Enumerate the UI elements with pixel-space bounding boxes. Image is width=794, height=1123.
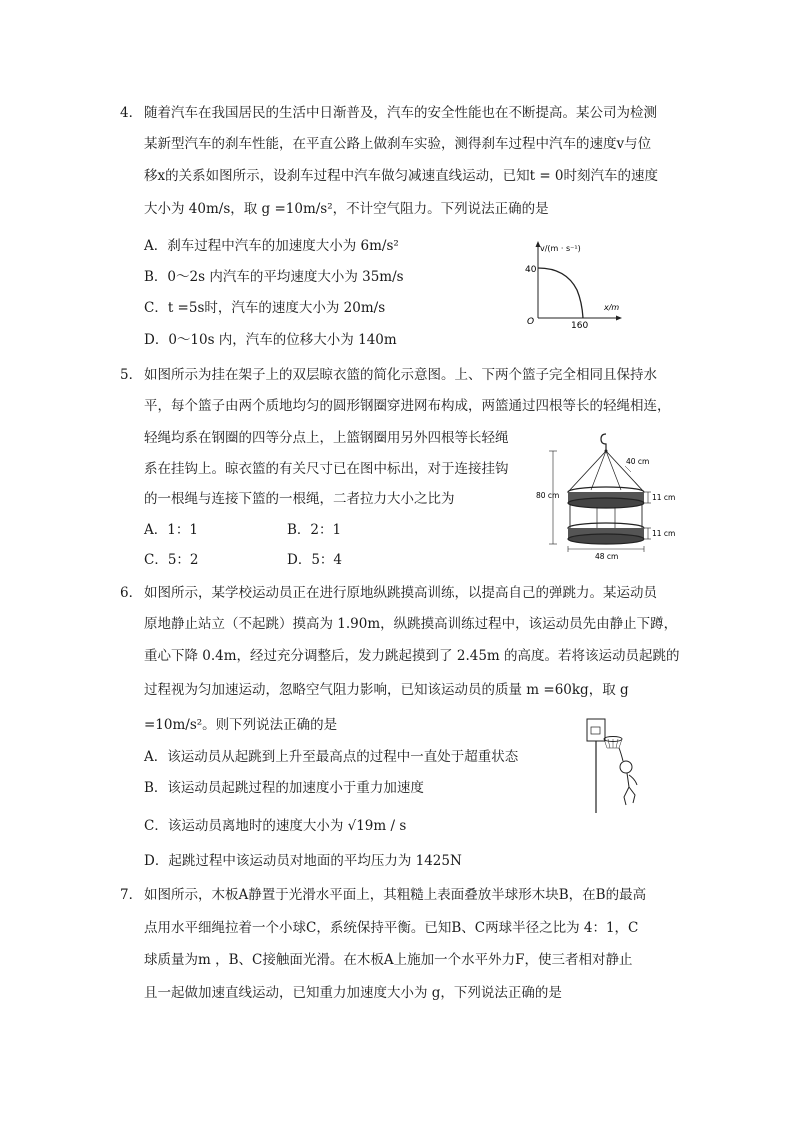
player-leg — [629, 787, 635, 803]
question-text-line: 原地静止站立（不起跳）摸高为 1.90m，纵跳摸高训练过程中，该运动员先由静止下蹲， — [144, 616, 678, 632]
dimension-label-11-upper: 11 cm — [652, 493, 676, 502]
question-text-line: 轻绳均系在钢圈的四等分点上，上篮钢圈用另外四根等长轻绳 — [144, 430, 509, 446]
question-number: 6． — [120, 585, 143, 601]
origin-label: O — [527, 317, 535, 327]
question-text-line: 移x的关系如图所示，设刹车过程中汽车做匀减速直线运动，已知t = 0时刻汽车的速度 — [144, 168, 659, 184]
question-text-line: 如图所示，木板A静置于光滑水平面上，其粗糙上表面叠放半球形木块B，在B的最高 — [144, 887, 647, 903]
dimension-label-11-lower: 11 cm — [652, 529, 676, 538]
player-arm — [619, 748, 623, 761]
x-value-label: 160 — [571, 321, 589, 328]
top-rope — [606, 451, 621, 490]
v-x-curve — [538, 268, 583, 318]
option-c: C．t =5s时，汽车的速度大小为 20m/s — [144, 300, 386, 316]
player-body — [627, 773, 629, 787]
option-a: A．刹车过程中汽车的加速度大小为 6m/s² — [144, 238, 399, 254]
question-text-line: 如图所示为挂在架子上的双层晾衣篮的简化示意图。上、下两个篮子完全相同且保持水 — [144, 367, 657, 383]
dimension-label-40: 40 cm — [626, 457, 650, 466]
question-number: 7． — [120, 887, 143, 903]
question-text-line: =10m/s²。则下列说法正确的是 — [144, 717, 338, 733]
backboard — [587, 719, 605, 741]
question-number: 4． — [120, 105, 143, 121]
question-text-line: 点用水平细绳拉着一个小球C，系统保持平衡。已知B、C两球半径之比为 4：1，C — [144, 920, 639, 936]
hook-icon — [601, 434, 606, 450]
x-axis-label: x/m — [604, 303, 620, 312]
basketball-jumper-figure — [583, 715, 645, 815]
net — [604, 739, 622, 748]
option-c: C．该运动员离地时的速度大小为 √19m / s — [144, 818, 407, 834]
question-text-line: 某新型汽车的刹车性能，在平直公路上做刹车实验，测得刹车过程中汽车的速度v与位 — [144, 136, 652, 152]
option-c: C．5：2 — [144, 552, 199, 568]
player-leg — [624, 787, 629, 805]
question-text-line: 大小为 40m/s，取 g =10m/s²，不计空气阻力。下列说法正确的是 — [144, 201, 549, 217]
question-number: 5． — [120, 367, 143, 383]
y-axis-label: v/(m · s⁻¹) — [540, 244, 581, 253]
option-d: D．0～10s 内，汽车的位移大小为 140m — [144, 332, 397, 348]
player-head — [620, 761, 632, 773]
question-text-line: 重心下降 0.4m，经过充分调整后，发力跳起摸到了 2.45m 的高度。若将该运动员起跳的 — [144, 648, 680, 664]
option-d: D．5：4 — [287, 552, 343, 568]
option-b: B．该运动员起跳过程的加速度小于重力加速度 — [144, 780, 424, 796]
question-text-line: 球质量为m ，B、C接触面光滑。在木板A上施加一个水平外力F，使三者相对静止 — [144, 952, 633, 968]
question-text-line: 的一根绳与连接下篮的一根绳，二者拉力大小之比为 — [144, 491, 455, 507]
top-rope — [568, 451, 606, 492]
option-d: D．起跳过程中该运动员对地面的平均压力为 1425N — [144, 853, 462, 869]
question-text-line: 随着汽车在我国居民的生活中日渐普及，汽车的安全性能也在不断提高。某公司为检测 — [144, 105, 657, 121]
question-text-line: 过程视为匀加速运动，忽略空气阻力影响，已知该运动员的质量 m =60kg，取 g — [144, 682, 629, 698]
option-b: B．0～2s 内汽车的平均速度大小为 35m/s — [144, 269, 404, 285]
option-a: A．该运动员从起跳到上升至最高点的过程中一直处于超重状态 — [144, 749, 519, 765]
option-b: B．2：1 — [287, 522, 342, 538]
option-a: A．1：1 — [144, 522, 198, 538]
question-text-line: 且一起做加速直线运动，已知重力加速度大小为 g，下列说法正确的是 — [144, 985, 562, 1001]
question-text-line: 如图所示，某学校运动员正在进行原地纵跳摸高训练，以提高自己的弹跳力。某运动员 — [144, 585, 657, 601]
dimension-label-48: 48 cm — [595, 552, 619, 561]
top-rope — [591, 451, 606, 490]
x-axis-arrow — [616, 316, 622, 321]
upper-basket-bottom-ring — [568, 498, 644, 508]
lower-basket-bottom-ring — [568, 534, 644, 544]
y-value-label: 40 — [525, 265, 537, 275]
question-text-line: 系在挂钩上。晾衣篮的有关尺寸已在图中标出，对于连接挂钩 — [144, 461, 509, 477]
question-text-line: 平，每个篮子由两个质地均匀的圆形钢圈穿进网布构成，两篮通过四根等长的轻绳相连， — [144, 398, 671, 414]
dimension-label-80: 80 cm — [536, 491, 560, 500]
v-x-graph — [515, 238, 625, 328]
laundry-basket-diagram — [535, 430, 685, 565]
